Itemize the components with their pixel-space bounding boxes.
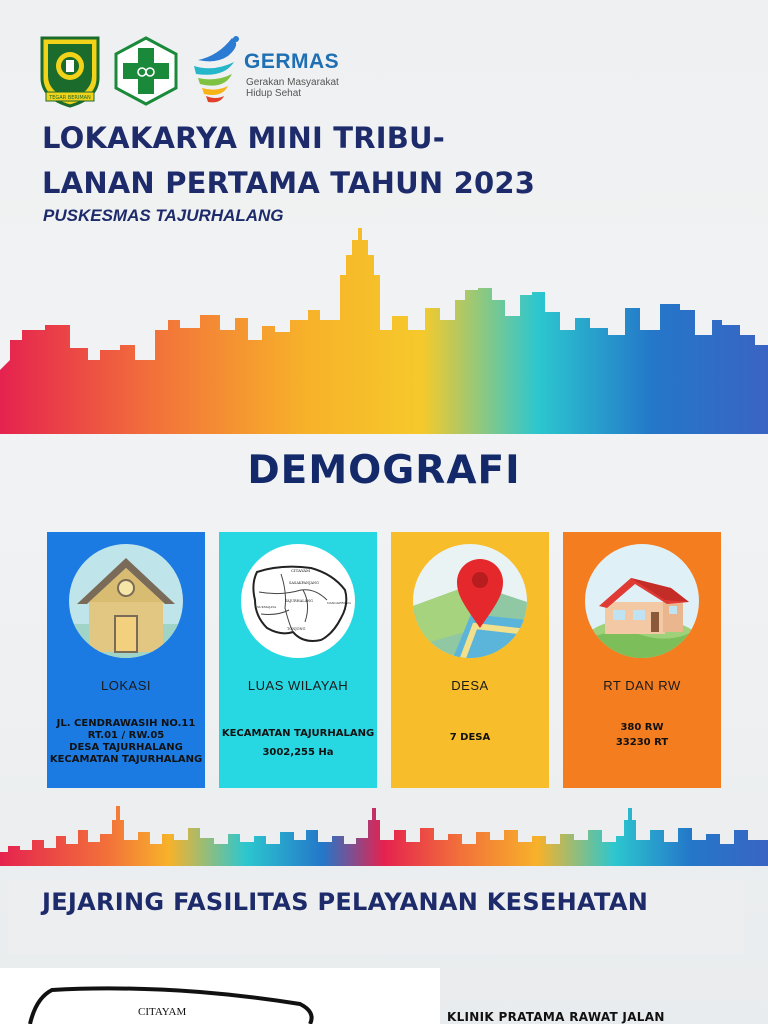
- card-value: [563, 722, 721, 749]
- map-label: TAJURHALANG: [285, 599, 313, 603]
- value-line: 380 RW: [620, 722, 664, 733]
- page-title: [42, 116, 642, 206]
- germas-sub-line2: Hidup Sehat: [246, 88, 302, 99]
- demography-card-desa: [391, 532, 549, 788]
- germas-logo: [188, 34, 358, 108]
- puskesmas-cross-logo: [112, 36, 180, 106]
- card-label: LUAS WILAYAH: [247, 678, 349, 693]
- card-value: [47, 718, 205, 766]
- kabupaten-bogor-logo: [38, 34, 102, 108]
- card-label: DESA: [451, 678, 489, 693]
- map-label-citayam: CITAYAM: [138, 1006, 187, 1018]
- value-line: KECAMATAN TAJURHALANG: [221, 728, 375, 739]
- value-line: RT.01 / RW.05: [87, 730, 165, 741]
- location-pin-icon: [413, 544, 527, 658]
- house-icon: [69, 544, 183, 658]
- value-line: 7 DESA: [449, 732, 491, 743]
- page-subtitle: PUSKESMAS TAJURHALANG: [43, 206, 284, 225]
- germas-figure-icon: [188, 34, 244, 108]
- demography-card-rt-rw: [563, 532, 721, 788]
- facility-map: [0, 968, 440, 1024]
- map-label: TONJONG: [287, 627, 306, 631]
- value-line: 3002,255 Ha: [262, 747, 334, 758]
- value-line: JL. CENDRAWASIH NO.11: [56, 718, 196, 729]
- germas-subtitle: [246, 77, 339, 99]
- home-red-roof-icon: [585, 544, 699, 658]
- title-line2: LANAN PERTAMA TAHUN 2023: [42, 166, 536, 200]
- value-line: DESA TAJURHALANG: [69, 742, 183, 753]
- map-label: NANGGERANG: [327, 601, 351, 605]
- city-skyline-illustration: [0, 220, 768, 434]
- city-skyline-strip: [0, 800, 768, 866]
- card-value: [219, 728, 377, 759]
- value-line: 33230 RT: [615, 737, 669, 748]
- map-label: SUKMAJAYA: [257, 605, 277, 609]
- map-icon: [241, 544, 355, 658]
- map-label: SASAKPANJANG: [289, 581, 319, 585]
- demography-card-luas-wilayah: [219, 532, 377, 788]
- section-title-demografi: DEMOGRAFI: [247, 448, 521, 493]
- logo-motto: TEGAR BERIMAN: [49, 95, 91, 101]
- value-line: KECAMATAN TAJURHALANG: [49, 754, 203, 765]
- card-label: LOKASI: [101, 678, 151, 693]
- card-value: [391, 732, 549, 744]
- demography-card-lokasi: [47, 532, 205, 788]
- germas-title: GERMAS: [244, 50, 340, 73]
- map-label: CITAYAM: [291, 568, 311, 573]
- logo-row: [38, 34, 368, 108]
- card-label: RT DAN RW: [603, 678, 681, 693]
- facility-item-klinik: KLINIK PRATAMA RAWAT JALAN: [447, 1010, 665, 1024]
- title-line1: LOKAKARYA MINI TRIBU-: [42, 121, 446, 155]
- germas-sub-line1: Gerakan Masyarakat: [246, 77, 339, 88]
- network-title: JEJARING FASILITAS PELAYANAN KESEHATAN: [42, 888, 649, 916]
